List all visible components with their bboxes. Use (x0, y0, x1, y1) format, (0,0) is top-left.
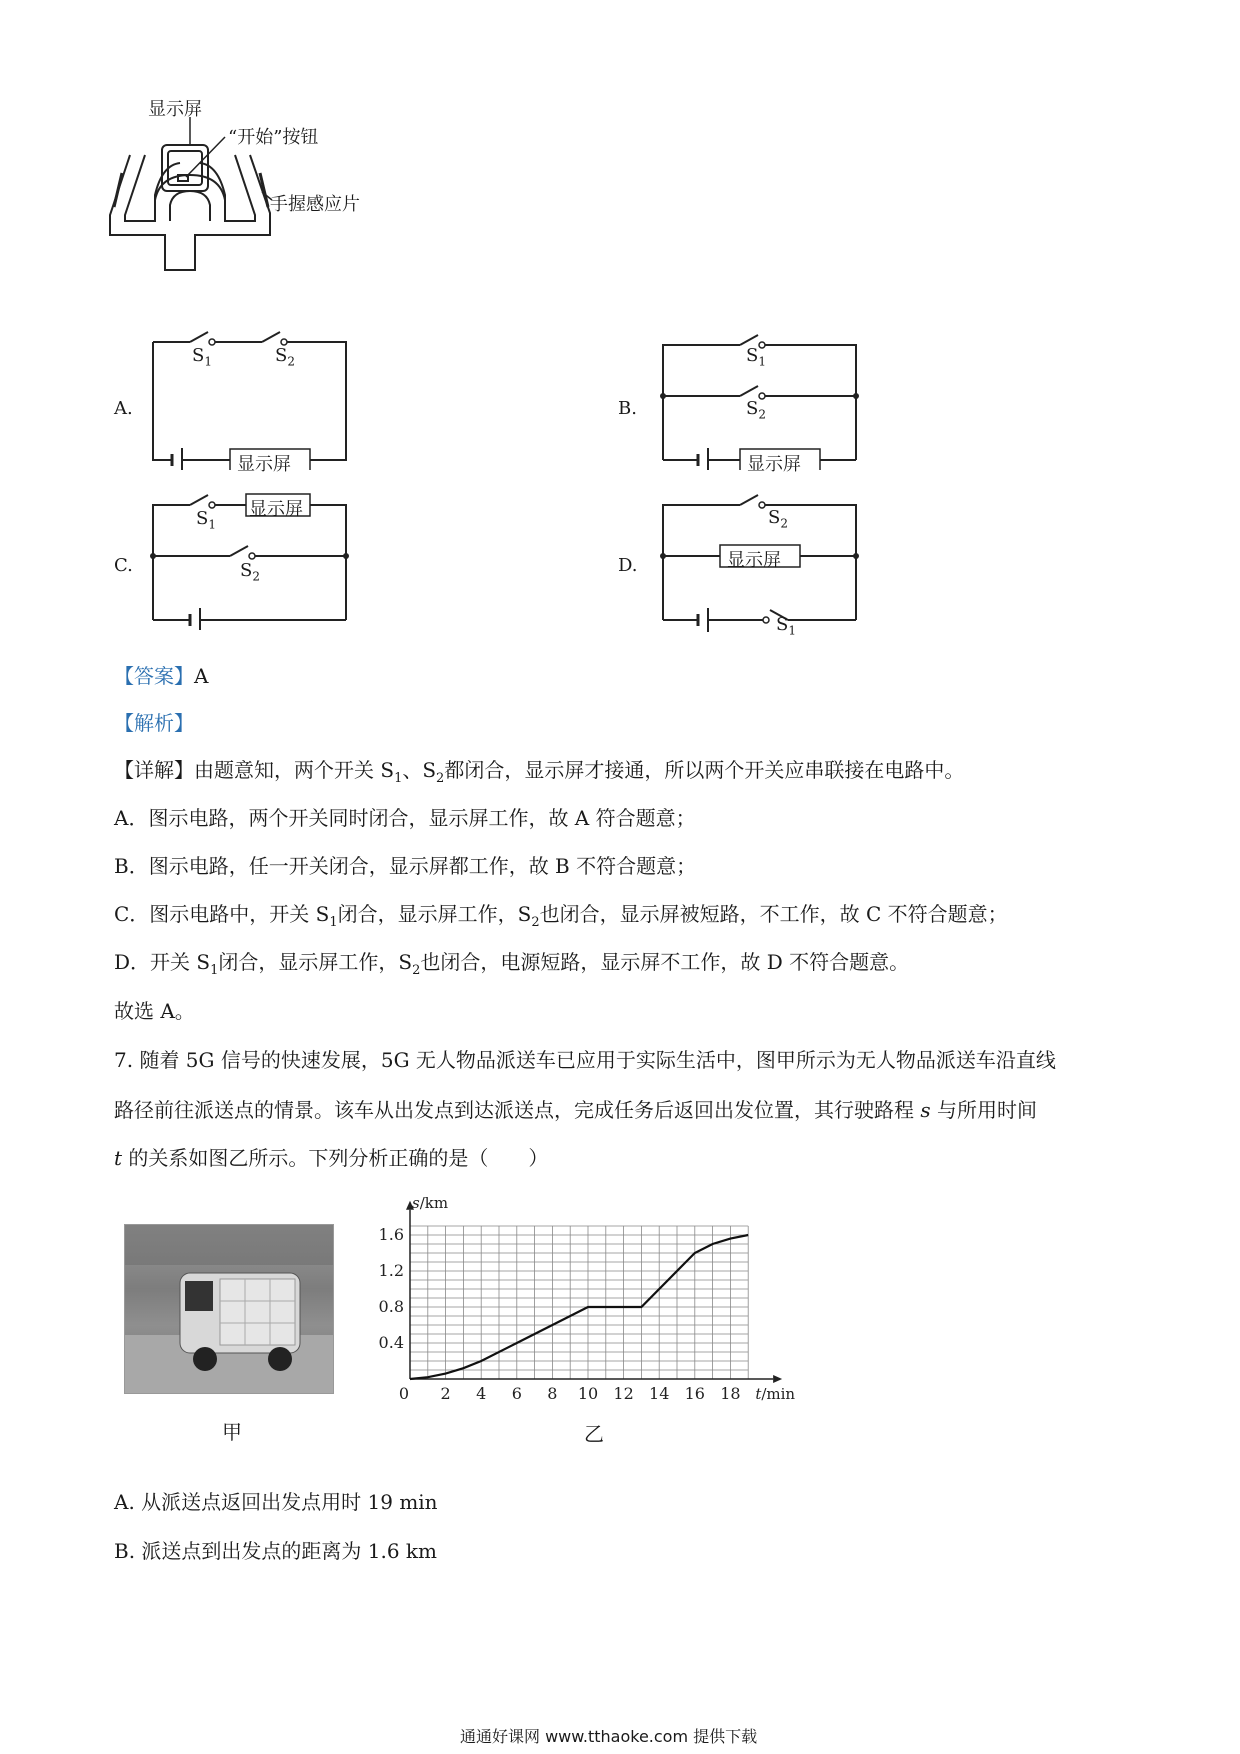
option-a-label: A. (114, 398, 133, 419)
line-d-part-2: 闭合，显示屏工作，S (218, 950, 413, 974)
x-tick-label: 2 (440, 1384, 451, 1403)
q7-line-1: 7. 随着 5G 信号的快速发展，5G 无人物品派送车已应用于实际生活中，图甲所示为无人物品派送车沿直线 (114, 1048, 1056, 1072)
x-tick-label: 6 (511, 1384, 522, 1403)
y-tick-label: 1.6 (378, 1225, 404, 1244)
start-button-label: “开始”按钮 (228, 127, 319, 148)
q7-line-2-b: 与所用时间 (930, 1098, 1037, 1122)
choice-a: A. 从派送点返回出发点用时 19 min (114, 1490, 438, 1514)
circuit-b-s2: $S_2$ (746, 398, 766, 422)
distance-time-chart (370, 1196, 810, 1408)
circuit-c (150, 490, 350, 630)
circuit-b-screen: 显示屏 (747, 454, 801, 475)
detail-line (114, 760, 964, 785)
circuit-c-s1: $S_1$ (196, 508, 216, 532)
option-b-label: B. (618, 398, 637, 419)
x-tick-label: 12 (613, 1384, 634, 1403)
q7-line-3 (114, 1148, 548, 1168)
line-c-sub-2: 2 (531, 915, 540, 930)
analysis-line-b: B．图示电路，任一开关闭合，显示屏都工作，故 B 不符合题意； (114, 854, 697, 878)
vehicle-illustration (125, 1225, 333, 1393)
line-d-part-1: D．开关 S (114, 950, 211, 974)
answer-value: A (194, 664, 209, 688)
line-d-part-3: 也闭合，电源短路，显示屏不工作，故 D 不符合题意。 (420, 950, 910, 974)
y-axis-label: s/km (412, 1196, 449, 1212)
y-tick-label: 0.4 (378, 1333, 404, 1352)
y-tick-label: 1.2 (378, 1261, 404, 1280)
circuit-d (660, 490, 860, 640)
detail-sub-2: 2 (436, 771, 445, 786)
analysis-line-d (114, 952, 909, 977)
detail-text-3: 都闭合，显示屏才接通，所以两个开关应串联接在电路中。 (444, 758, 965, 782)
x-tick-label: 0 (398, 1384, 410, 1403)
circuit-d-s2: $S_2$ (768, 507, 788, 531)
q7-line-2 (114, 1100, 1037, 1120)
analysis-line-a: A．图示电路，两个开关同时闭合，显示屏工作，故 A 符合题意； (114, 806, 696, 830)
analysis-tag: 【解析】 (114, 711, 194, 735)
circuit-b (660, 330, 860, 475)
chart-svg (370, 1196, 810, 1408)
circuit-a-s2: $S_2$ (275, 345, 295, 369)
line-c-part-1: C．图示电路中，开关 S (114, 902, 330, 926)
line-d-sub-2: 2 (412, 963, 421, 978)
screen-label: 显示屏 (148, 99, 202, 120)
answer-line (114, 666, 208, 686)
q7-line-2-a: 路径前往派送点的情景。该车从出发点到达派送点，完成任务后返回出发位置，其行驶路程 (114, 1098, 921, 1122)
q7-var-s: s (920, 1098, 931, 1122)
x-axis-arrow (773, 1375, 782, 1383)
detail-tag: 【详解】 (114, 758, 194, 782)
circuit-c-s2: $S_2$ (240, 560, 260, 584)
line-d-sub-1: 1 (210, 963, 219, 978)
line-c-part-3: 也闭合，显示屏被短路，不工作，故 C 不符合题意； (539, 902, 1008, 926)
x-tick-label: 8 (547, 1384, 558, 1403)
handle-figure (100, 95, 430, 280)
circuit-b-s1: $S_1$ (746, 345, 766, 369)
detail-sub-1: 1 (394, 771, 403, 786)
x-tick-label: 10 (577, 1384, 599, 1403)
detail-text-1: 由题意知，两个开关 S (194, 758, 395, 782)
line-c-sub-1: 1 (329, 915, 338, 930)
circuit-a-s1: $S_1$ (192, 345, 212, 369)
conclusion: 故选 A。 (114, 999, 195, 1023)
detail-text-2: 、S (402, 758, 437, 782)
caption-jia: 甲 (222, 1420, 242, 1444)
x-tick-label: 14 (649, 1384, 670, 1403)
circuit-a-screen: 显示屏 (237, 454, 291, 475)
circuit-a-diagram (150, 330, 350, 470)
circuit-c-screen: 显示屏 (249, 499, 303, 520)
q7-var-t: t (114, 1146, 123, 1170)
circuit-a (150, 330, 350, 475)
q7-line-3-b: 的关系如图乙所示。下列分析正确的是（ ） (122, 1146, 549, 1170)
answer-tag: 【答案】 (114, 664, 194, 688)
option-d-label: D. (618, 555, 638, 576)
x-tick-label: 16 (684, 1384, 705, 1403)
circuit-d-s1: $S_1$ (776, 614, 796, 638)
x-axis-label: t/min (755, 1385, 796, 1403)
analysis-line-c (114, 904, 1008, 929)
option-c-label: C. (114, 555, 133, 576)
circuit-d-screen: 显示屏 (727, 550, 781, 571)
delivery-vehicle-photo (124, 1224, 334, 1394)
line-c-part-2: 闭合，显示屏工作，S (337, 902, 532, 926)
x-tick-label: 4 (476, 1384, 487, 1403)
caption-yi: 乙 (584, 1422, 604, 1446)
choice-b: B. 派送点到出发点的距离为 1.6 km (114, 1539, 438, 1563)
footer-text: 通通好课网 www.tthaoke.com 提供下载 (460, 1727, 758, 1746)
x-tick-label: 18 (720, 1384, 741, 1403)
y-tick-label: 0.8 (378, 1297, 404, 1316)
sensor-label: 手握感应片 (270, 194, 360, 215)
